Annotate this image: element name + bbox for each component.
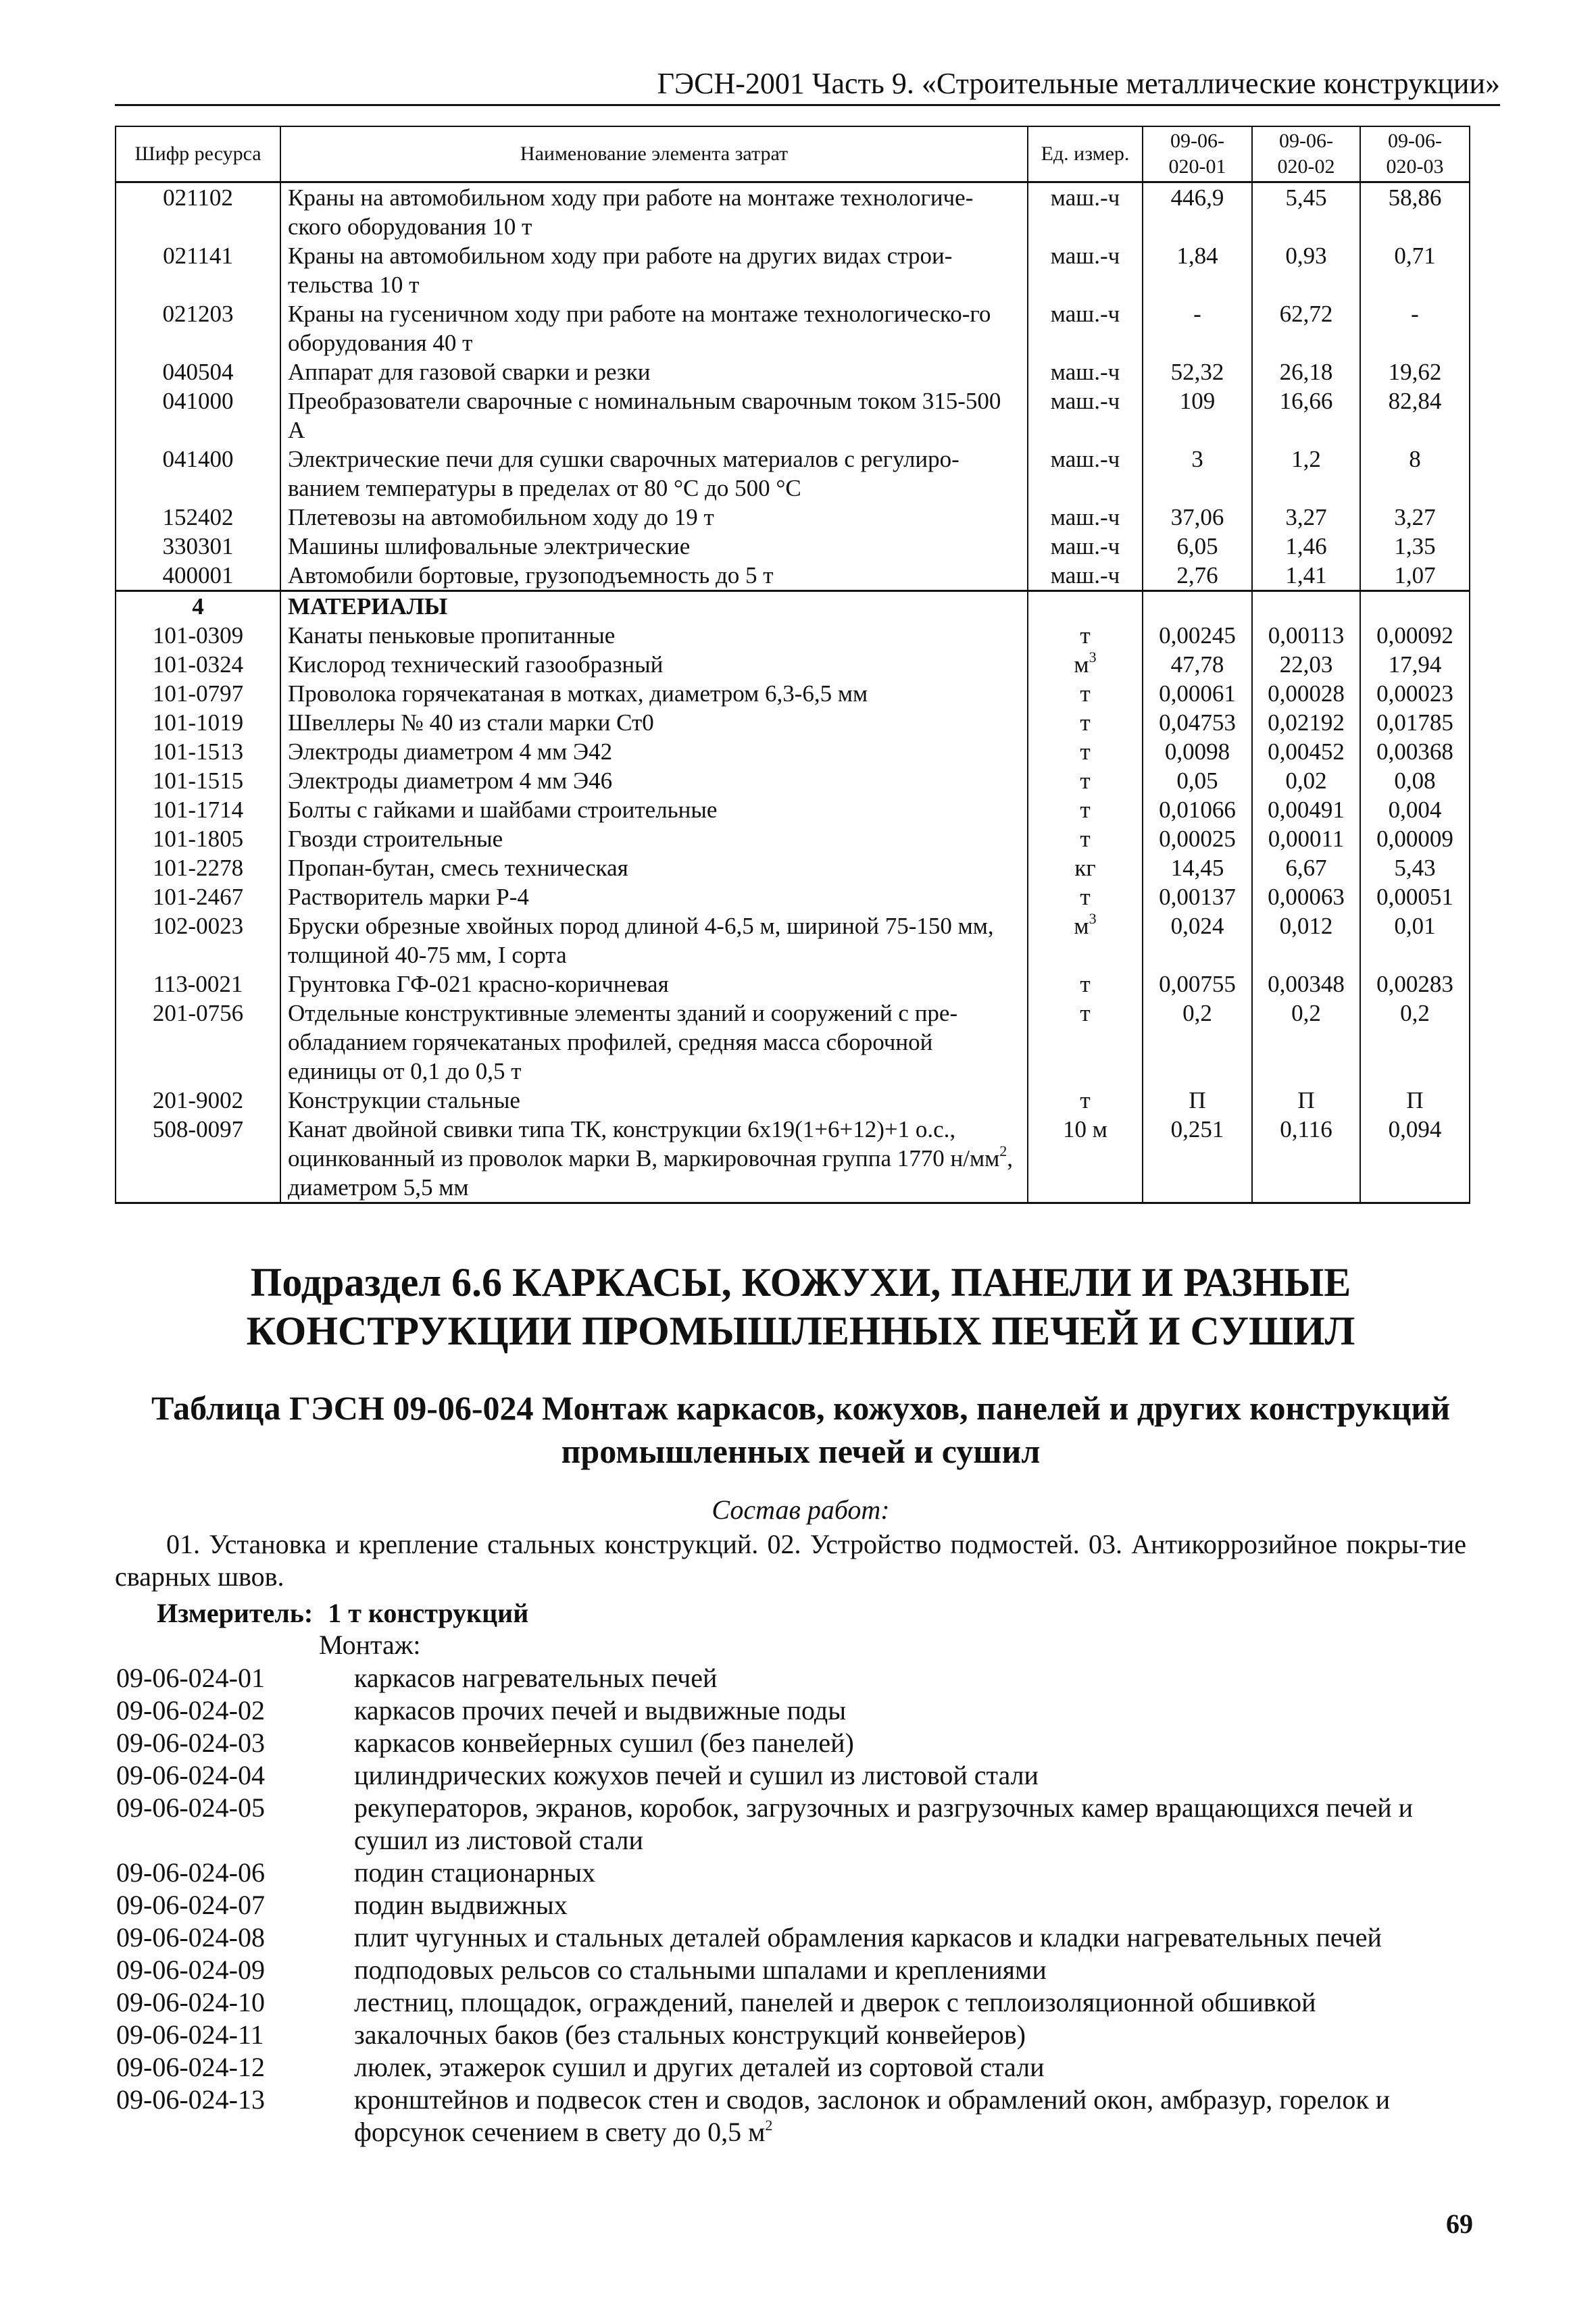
value-020-03: 17,94 <box>1360 650 1470 679</box>
table-row <box>116 882 1470 911</box>
element-name <box>280 824 1028 853</box>
resource-code: 041400 <box>116 445 280 503</box>
value-020-02: 0,02 <box>1252 766 1360 795</box>
element-name: Преобразователи сварочные с номинальным сварочным током 315-500 А <box>280 386 1028 445</box>
section-number: 4 <box>116 591 280 622</box>
machines-body <box>116 182 1470 591</box>
element-name-text: Кислород технический газообразный <box>288 651 664 678</box>
value-020-01: 0,04753 <box>1143 708 1252 737</box>
header-element-name: Наименование элемента затрат <box>280 126 1028 182</box>
unit-cell <box>1028 795 1143 824</box>
norm-item-text <box>354 1727 1474 1759</box>
value-020-02: 16,66 <box>1252 386 1360 445</box>
value-020-03: 0,00051 <box>1360 882 1470 911</box>
resource-code: 040504 <box>116 357 280 386</box>
value-020-01: 14,45 <box>1143 853 1252 882</box>
norm-item-code: 09-06-024-03 <box>116 1728 265 1758</box>
norm-item <box>116 1986 1474 2019</box>
work-composition-heading: Состав работ: <box>712 1494 890 1525</box>
unit-text: т <box>1080 1087 1091 1113</box>
unit-text: т <box>1080 971 1091 997</box>
norm-item-text <box>354 1857 1474 1889</box>
resource-code: 041000 <box>116 386 280 445</box>
value-020-02: 26,18 <box>1252 357 1360 386</box>
table-row <box>116 561 1470 591</box>
value-020-02: 0,00028 <box>1252 679 1360 708</box>
unit-cell: маш.-ч <box>1028 445 1143 503</box>
element-name: Краны на автомобильном ходу при работе на монтаже технологиче-ского оборудования 10 т <box>280 182 1028 242</box>
resource-code: 021141 <box>116 241 280 299</box>
header-unit: Ед. измер. <box>1028 126 1143 182</box>
norm-item-text <box>354 1986 1474 2019</box>
unit-cell <box>1028 737 1143 766</box>
norm-item-code: 09-06-024-09 <box>116 1955 265 1985</box>
value-020-02: 0,012 <box>1252 911 1360 970</box>
table-row <box>116 795 1470 824</box>
element-name <box>280 621 1028 650</box>
norm-item-text-content: рекуператоров, экранов, коробок, загрузочных и разгрузочных камер вращающихся печей и сушил из листовой стали <box>354 1792 1414 1855</box>
value-020-02: 5,45 <box>1252 182 1360 242</box>
table-row <box>116 386 1470 445</box>
norm-item <box>116 1857 1474 1889</box>
element-name <box>280 1086 1028 1115</box>
norm-item-text <box>354 2051 1474 2084</box>
subsection-title: Подраздел 6.6 КАРКАСЫ, КОЖУХИ, ПАНЕЛИ И РАЗНЫЕ КОНСТРУКЦИИ ПРОМЫШЛЕННЫХ ПЕЧЕЙ И СУШИЛ <box>246 1260 1355 1353</box>
element-name-text: Пропан-бутан, смесь техническая <box>288 855 628 881</box>
norm-item <box>116 1662 1474 1694</box>
norm-item <box>116 2051 1474 2084</box>
resource-code: 152402 <box>116 503 280 532</box>
norm-item <box>116 1759 1474 1792</box>
element-name <box>280 737 1028 766</box>
norm-item-code: 09-06-024-10 <box>116 1987 265 2017</box>
norm-item-text-content: каркасов конвейерных сушил (без панелей) <box>354 1728 854 1758</box>
resource-code: 101-2278 <box>116 853 280 882</box>
element-name: Автомобили бортовые, грузоподъемность до 5 т <box>280 561 1028 591</box>
value-020-02: 0,2 <box>1252 999 1360 1086</box>
norm-item <box>116 1921 1474 1954</box>
value-020-01: 6,05 <box>1143 532 1252 561</box>
table-row <box>116 970 1470 999</box>
table-row <box>116 445 1470 503</box>
value-020-03: - <box>1360 299 1470 357</box>
unit-text: т <box>1080 797 1091 823</box>
norm-item-code: 09-06-024-04 <box>116 1760 265 1790</box>
resource-code: 101-0324 <box>116 650 280 679</box>
value-020-02: 3,27 <box>1252 503 1360 532</box>
element-name <box>280 795 1028 824</box>
resource-code: 400001 <box>116 561 280 591</box>
unit-text: т <box>1080 826 1091 852</box>
unit-text: 10 м <box>1063 1116 1107 1142</box>
value-020-02: 0,00011 <box>1252 824 1360 853</box>
gesn-table-title: Таблица ГЭСН 09-06-024 Монтаж каркасов, кожухов, панелей и других конструкций промышленных печей и сушил <box>151 1389 1451 1470</box>
measure-label: Измеритель: <box>157 1598 314 1628</box>
value-020-01: 446,9 <box>1143 182 1252 242</box>
norm-item <box>116 1727 1474 1759</box>
value-020-03: 5,43 <box>1360 853 1470 882</box>
element-name-text: Электроды диаметром 4 мм Э42 <box>288 738 613 765</box>
empty-cell <box>1028 591 1143 622</box>
resource-code: 101-0797 <box>116 679 280 708</box>
norm-item-text-content: закалочных баков (без стальных конструкций конвейеров) <box>354 2019 1026 2050</box>
unit-cell <box>1028 999 1143 1086</box>
resource-code: 101-1714 <box>116 795 280 824</box>
value-020-03: 0,094 <box>1360 1115 1470 1203</box>
value-020-01: 0,00025 <box>1143 824 1252 853</box>
element-name: Электрические печи для сушки сварочных материалов с регулиро-ванием температуры в пределах от 80 °С до 500 °С <box>280 445 1028 503</box>
value-020-03: 3,27 <box>1360 503 1470 532</box>
value-020-01: 0,0098 <box>1143 737 1252 766</box>
norm-item <box>116 1954 1474 1986</box>
norm-items-list <box>116 1662 1474 2148</box>
element-name: Плетевозы на автомобильном ходу до 19 т <box>280 503 1028 532</box>
unit-cell <box>1028 708 1143 737</box>
value-020-03: 0,00092 <box>1360 621 1470 650</box>
element-name <box>280 679 1028 708</box>
unit-cell <box>1028 679 1143 708</box>
resource-code: 330301 <box>116 532 280 561</box>
unit-cell <box>1028 882 1143 911</box>
value-020-03: 0,01 <box>1360 911 1470 970</box>
value-020-03: 8 <box>1360 445 1470 503</box>
unit-cell: маш.-ч <box>1028 532 1143 561</box>
element-name: Краны на гусеничном ходу при работе на монтаже технологическо-го оборудования 40 т <box>280 299 1028 357</box>
norm-item <box>116 2084 1474 2148</box>
norm-item-code: 09-06-024-13 <box>116 2084 265 2115</box>
materials-body <box>116 591 1470 1203</box>
value-020-02: 0,00113 <box>1252 621 1360 650</box>
norm-item-text <box>354 2084 1474 2148</box>
norm-item-text-content: люлек, этажерок сушил и других деталей из сортовой стали <box>354 2052 1045 2082</box>
norm-item-text-content: подин выдвижных <box>354 1890 568 1920</box>
empty-cell <box>1252 591 1360 622</box>
table-row <box>116 999 1470 1086</box>
unit-cell <box>1028 1086 1143 1115</box>
value-020-03: П <box>1360 1086 1470 1115</box>
norm-item-text-content: каркасов нагревательных печей <box>354 1663 718 1693</box>
empty-cell <box>1360 591 1470 622</box>
norm-item-text-content: каркасов прочих печей и выдвижные поды <box>354 1695 847 1726</box>
unit-cell <box>1028 621 1143 650</box>
unit-cell: маш.-ч <box>1028 182 1143 242</box>
table-row <box>116 737 1470 766</box>
resource-code: 113-0021 <box>116 970 280 999</box>
table-row <box>116 911 1470 970</box>
element-name: Машины шлифовальные электрические <box>280 532 1028 561</box>
unit-text: т <box>1080 1000 1091 1026</box>
value-020-03: 1,07 <box>1360 561 1470 591</box>
table-row <box>116 621 1470 650</box>
unit-cell <box>1028 650 1143 679</box>
table-row <box>116 1115 1470 1203</box>
header-col-020-01: 09-06- 020-01 <box>1143 126 1252 182</box>
norm-item-code: 09-06-024-05 <box>116 1792 265 1823</box>
value-020-02: 0,00491 <box>1252 795 1360 824</box>
norm-item-text <box>354 1694 1474 1727</box>
element-name-text: Гвозди строительные <box>288 826 503 852</box>
value-020-01: 52,32 <box>1143 357 1252 386</box>
element-name-text: Болты с гайками и шайбами строительные <box>288 797 718 823</box>
value-020-02: 22,03 <box>1252 650 1360 679</box>
value-020-03: 0,00009 <box>1360 824 1470 853</box>
element-name-text: Швеллеры № 40 из стали марки Ст0 <box>288 709 654 736</box>
norm-item-code: 09-06-024-01 <box>116 1663 265 1693</box>
norm-item-text <box>354 1759 1474 1792</box>
norm-item-superscript: 2 <box>765 2116 773 2134</box>
value-020-03: 19,62 <box>1360 357 1470 386</box>
norm-item <box>116 1694 1474 1727</box>
norm-item-text-content: цилиндрических кожухов печей и сушил из листовой стали <box>354 1760 1039 1790</box>
element-name-tail: , диаметром 5,5 мм <box>288 1145 1013 1201</box>
value-020-01: П <box>1143 1086 1252 1115</box>
value-020-01: 0,024 <box>1143 911 1252 970</box>
table-row <box>116 679 1470 708</box>
value-020-03: 0,2 <box>1360 999 1470 1086</box>
value-020-01: 1,84 <box>1143 241 1252 299</box>
norm-item <box>116 2019 1474 2051</box>
resource-code: 101-1515 <box>116 766 280 795</box>
unit-text: м <box>1074 913 1089 939</box>
resource-code: 101-2467 <box>116 882 280 911</box>
header-resource-code: Шифр ресурса <box>116 126 280 182</box>
unit-cell <box>1028 1115 1143 1203</box>
header-rule <box>115 104 1500 106</box>
value-020-01: 0,00245 <box>1143 621 1252 650</box>
page-number: 69 <box>1446 2209 1473 2239</box>
resource-code: 508-0097 <box>116 1115 280 1203</box>
element-name-text: Конструкции стальные <box>288 1087 520 1113</box>
unit-cell <box>1028 911 1143 970</box>
element-name <box>280 853 1028 882</box>
value-020-01: 109 <box>1143 386 1252 445</box>
unit-cell: маш.-ч <box>1028 357 1143 386</box>
norm-item-text <box>354 1954 1474 1986</box>
element-name <box>280 708 1028 737</box>
unit-cell: маш.-ч <box>1028 299 1143 357</box>
norm-item-text-content: лестниц, площадок, ограждений, панелей и дверок с теплоизоляционной обшивкой <box>354 1987 1316 2017</box>
value-020-02: 0,00063 <box>1252 882 1360 911</box>
value-020-01: 2,76 <box>1143 561 1252 591</box>
resource-table <box>115 126 1470 1204</box>
unit-cell: маш.-ч <box>1028 561 1143 591</box>
table-row <box>116 503 1470 532</box>
resource-code: 201-9002 <box>116 1086 280 1115</box>
materials-section-row <box>116 591 1470 622</box>
norm-item-text-content: подподовых рельсов со стальными шпалами и креплениями <box>354 1955 1047 1985</box>
measure-value: 1 т конструкций <box>328 1598 529 1628</box>
measure-line <box>157 1597 528 1630</box>
value-020-02: 0,00452 <box>1252 737 1360 766</box>
norm-item-code: 09-06-024-11 <box>116 2019 264 2050</box>
value-020-02: П <box>1252 1086 1360 1115</box>
table-row <box>116 241 1470 299</box>
value-020-02: 1,46 <box>1252 532 1360 561</box>
table-header-row <box>116 126 1470 182</box>
unit-cell: маш.-ч <box>1028 241 1143 299</box>
norm-item-code: 09-06-024-02 <box>116 1695 265 1726</box>
unit-text: т <box>1080 768 1091 794</box>
norm-item-code: 09-06-024-06 <box>116 1857 265 1888</box>
resource-code: 021203 <box>116 299 280 357</box>
resource-code: 201-0756 <box>116 999 280 1086</box>
norm-item-text <box>354 1792 1474 1857</box>
unit-cell: маш.-ч <box>1028 503 1143 532</box>
norm-item-code: 09-06-024-08 <box>116 1922 265 1953</box>
element-name <box>280 970 1028 999</box>
table-row <box>116 1086 1470 1115</box>
work-composition-text: 01. Установка и крепление стальных конструкций. 02. Устройство подмостей. 03. Антикоррозийное покры-тие сварных швов. <box>115 1529 1466 1592</box>
value-020-03: 58,86 <box>1360 182 1470 242</box>
resource-code: 101-1513 <box>116 737 280 766</box>
value-020-03: 0,004 <box>1360 795 1470 824</box>
element-name <box>280 911 1028 970</box>
value-020-02: 6,67 <box>1252 853 1360 882</box>
element-name-text: Бруски обрезные хвойных пород длиной 4-6,5 м, шириной 75-150 мм, толщиной 40-75 мм, I сорта <box>288 913 994 968</box>
element-name-text: Электроды диаметром 4 мм Э46 <box>288 768 613 794</box>
norm-item-code: 09-06-024-07 <box>116 1890 265 1920</box>
norm-item-text-content: кронштейнов и подвесок стен и сводов, заслонок и обрамлений окон, амбразур, горелок и форсунок сечением в свету до 0,5 м <box>354 2084 1391 2147</box>
unit-cell <box>1028 824 1143 853</box>
value-020-01: 37,06 <box>1143 503 1252 532</box>
norm-item-text-content: подин стационарных <box>354 1857 596 1888</box>
norm-item <box>116 1792 1474 1857</box>
element-name-text: Проволока горячекатаная в мотках, диаметром 6,3-6,5 мм <box>288 680 868 707</box>
value-020-01: 0,01066 <box>1143 795 1252 824</box>
section-label: МАТЕРИАЛЫ <box>280 591 1028 622</box>
header-col-020-03: 09-06- 020-03 <box>1360 126 1470 182</box>
table-row <box>116 532 1470 561</box>
element-name-text: Канаты пеньковые пропитанные <box>288 622 616 649</box>
table-row <box>116 299 1470 357</box>
value-020-01: 3 <box>1143 445 1252 503</box>
unit-cell <box>1028 970 1143 999</box>
value-020-03: 1,35 <box>1360 532 1470 561</box>
value-020-02: 0,116 <box>1252 1115 1360 1203</box>
value-020-02: 1,2 <box>1252 445 1360 503</box>
element-name: Аппарат для газовой сварки и резки <box>280 357 1028 386</box>
unit-text: т <box>1080 709 1091 736</box>
resource-code: 021102 <box>116 182 280 242</box>
unit-superscript: 3 <box>1089 910 1097 928</box>
element-name-text: Грунтовка ГФ-021 красно-коричневая <box>288 971 669 997</box>
norm-item-code: 09-06-024-12 <box>116 2052 265 2082</box>
norm-item-text-content: плит чугунных и стальных деталей обрамления каркасов и кладки нагревательных печей <box>354 1922 1382 1953</box>
value-020-03: 82,84 <box>1360 386 1470 445</box>
value-020-02: 0,00348 <box>1252 970 1360 999</box>
unit-superscript: 3 <box>1089 649 1097 666</box>
value-020-02: 1,41 <box>1252 561 1360 591</box>
element-name-text: Отдельные конструктивные элементы зданий и сооружений с пре-обладанием горячекатаных профилей, средняя масса сборочной единицы от 0,1 до 0,5 т <box>288 1000 958 1084</box>
value-020-03: 0,00368 <box>1360 737 1470 766</box>
norm-item-text <box>354 2019 1474 2051</box>
table-row <box>116 853 1470 882</box>
element-name <box>280 766 1028 795</box>
value-020-01: 47,78 <box>1143 650 1252 679</box>
norm-item-text <box>354 1921 1474 1954</box>
element-name <box>280 1115 1028 1203</box>
unit-text: т <box>1080 680 1091 707</box>
running-header: ГЭСН-2001 Часть 9. «Строительные металлические конструкции» <box>657 67 1500 100</box>
unit-text: м <box>1074 651 1089 678</box>
table-row <box>116 766 1470 795</box>
table-row <box>116 650 1470 679</box>
norm-item-text <box>354 1889 1474 1921</box>
unit-cell: маш.-ч <box>1028 386 1143 445</box>
resource-code: 101-1019 <box>116 708 280 737</box>
element-name-text: Канат двойной свивки типа ТК, конструкции 6х19(1+6+12)+1 о.с., оцинкованный из проволок марки В, маркировочная группа 1770 н/мм <box>288 1116 1000 1172</box>
table-row <box>116 824 1470 853</box>
empty-cell <box>1143 591 1252 622</box>
norm-item-text <box>354 1662 1474 1694</box>
element-name-text: Растворитель марки Р-4 <box>288 884 529 910</box>
norm-item <box>116 1889 1474 1921</box>
unit-cell <box>1028 853 1143 882</box>
table-row <box>116 357 1470 386</box>
value-020-02: 62,72 <box>1252 299 1360 357</box>
table-row <box>116 182 1470 242</box>
unit-text: т <box>1080 884 1091 910</box>
value-020-01: 0,2 <box>1143 999 1252 1086</box>
table-row <box>116 708 1470 737</box>
value-020-03: 0,01785 <box>1360 708 1470 737</box>
name-superscript: 2 <box>999 1142 1007 1160</box>
resource-code: 101-0309 <box>116 621 280 650</box>
value-020-01: 0,05 <box>1143 766 1252 795</box>
resource-code: 101-1805 <box>116 824 280 853</box>
value-020-03: 0,00283 <box>1360 970 1470 999</box>
value-020-01: 0,00137 <box>1143 882 1252 911</box>
element-name: Краны на автомобильном ходу при работе на других видах строи-тельства 10 т <box>280 241 1028 299</box>
value-020-02: 0,93 <box>1252 241 1360 299</box>
value-020-01: 0,00061 <box>1143 679 1252 708</box>
unit-text: кг <box>1074 855 1096 881</box>
value-020-02: 0,02192 <box>1252 708 1360 737</box>
unit-text: т <box>1080 622 1091 649</box>
value-020-03: 0,08 <box>1360 766 1470 795</box>
unit-text: т <box>1080 738 1091 765</box>
value-020-03: 0,00023 <box>1360 679 1470 708</box>
value-020-03: 0,71 <box>1360 241 1470 299</box>
header-col-020-02: 09-06- 020-02 <box>1252 126 1360 182</box>
value-020-01: - <box>1143 299 1252 357</box>
element-name <box>280 882 1028 911</box>
unit-cell <box>1028 766 1143 795</box>
value-020-01: 0,00755 <box>1143 970 1252 999</box>
value-020-01: 0,251 <box>1143 1115 1252 1203</box>
montazh-label: Монтаж: <box>319 1630 421 1660</box>
element-name <box>280 999 1028 1086</box>
element-name <box>280 650 1028 679</box>
resource-code: 102-0023 <box>116 911 280 970</box>
